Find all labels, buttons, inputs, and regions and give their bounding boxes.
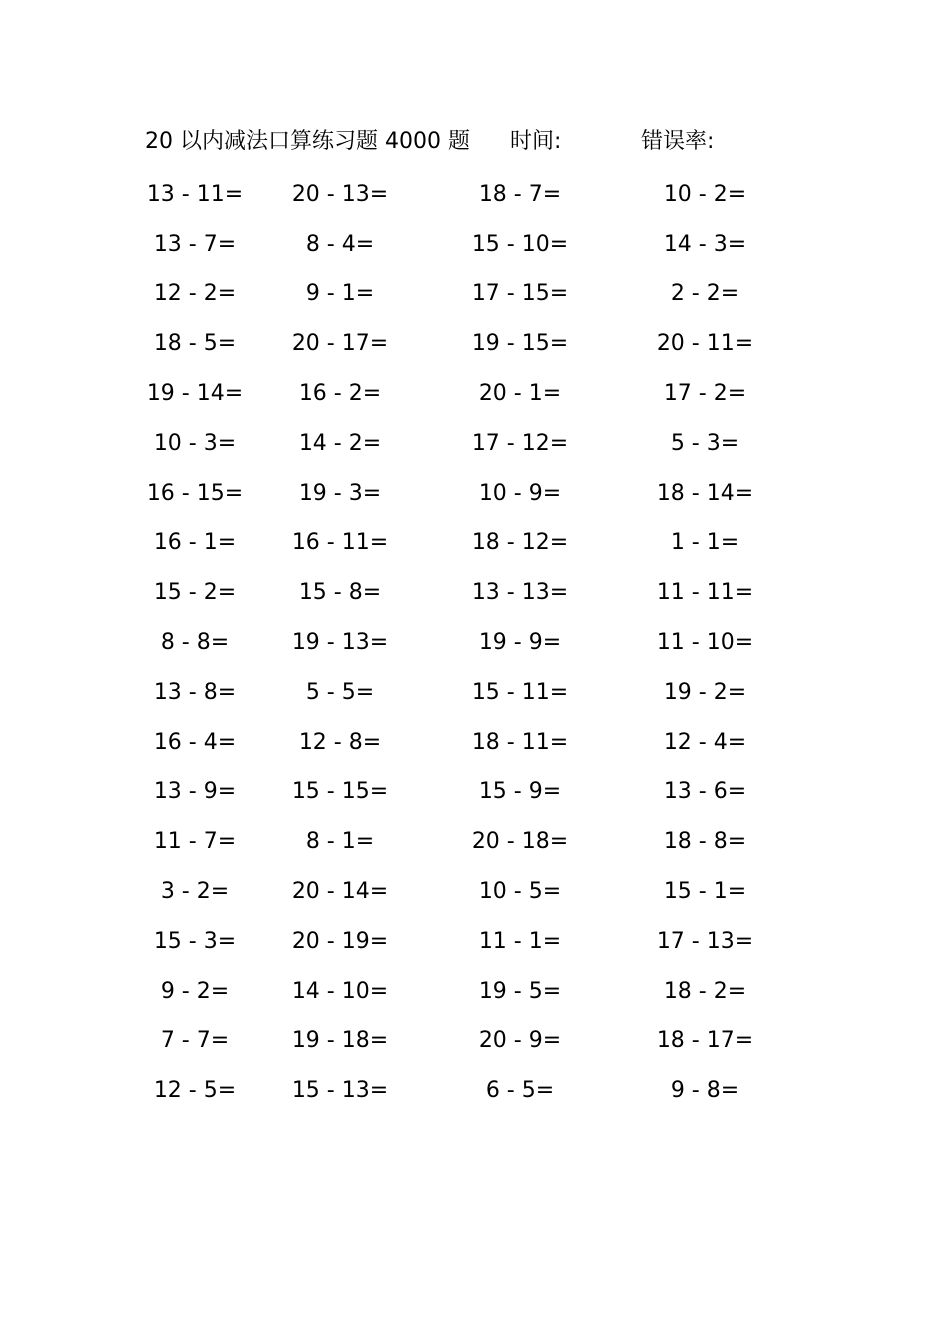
- problem-row: [140, 170, 800, 220]
- subtraction-problem: 13 - 8=: [153, 679, 237, 705]
- subtraction-problem: 11 - 7=: [153, 829, 237, 855]
- subtraction-problem: 12 - 4=: [663, 729, 747, 755]
- worksheet-title: 20 以内减法口算练习题 4000 题: [145, 129, 470, 154]
- subtraction-problem: 11 - 11=: [656, 580, 754, 606]
- subtraction-problem: 20 - 13=: [291, 181, 389, 207]
- subtraction-problem: 15 - 8=: [298, 580, 382, 606]
- subtraction-problem: 16 - 2=: [298, 381, 382, 407]
- subtraction-problem: 8 - 1=: [305, 829, 375, 855]
- subtraction-problem: 13 - 13=: [471, 580, 569, 606]
- subtraction-problem: 19 - 14=: [146, 381, 244, 407]
- subtraction-problem: 14 - 10=: [291, 978, 389, 1004]
- subtraction-problem: 20 - 1=: [478, 381, 562, 407]
- subtraction-problem: 17 - 13=: [656, 928, 754, 954]
- subtraction-problem: 19 - 9=: [478, 630, 562, 656]
- subtraction-problem: 18 - 11=: [471, 729, 569, 755]
- subtraction-problem: 20 - 17=: [291, 331, 389, 357]
- subtraction-problem: 10 - 9=: [478, 480, 562, 506]
- subtraction-problem: 17 - 12=: [471, 430, 569, 456]
- subtraction-problem: 16 - 11=: [291, 530, 389, 556]
- subtraction-problem: 13 - 7=: [153, 231, 237, 257]
- subtraction-problem: 20 - 11=: [656, 331, 754, 357]
- subtraction-problem: 19 - 18=: [291, 1028, 389, 1054]
- error-rate-label: 错误率:: [641, 129, 715, 154]
- subtraction-problem: 15 - 15=: [291, 779, 389, 805]
- subtraction-problem: 5 - 3=: [670, 430, 740, 456]
- subtraction-problem: 6 - 5=: [485, 1078, 555, 1104]
- subtraction-problem: 2 - 2=: [670, 281, 740, 307]
- problem-row: [140, 419, 800, 469]
- subtraction-problem: 16 - 15=: [146, 480, 244, 506]
- subtraction-problem: 20 - 18=: [471, 829, 569, 855]
- subtraction-problem: 19 - 13=: [291, 630, 389, 656]
- problem-grid: [140, 170, 800, 1116]
- subtraction-problem: 13 - 11=: [146, 181, 244, 207]
- problem-row: [140, 668, 800, 718]
- subtraction-problem: 11 - 10=: [656, 630, 754, 656]
- subtraction-problem: 14 - 3=: [663, 231, 747, 257]
- subtraction-problem: 12 - 5=: [153, 1078, 237, 1104]
- subtraction-problem: 20 - 19=: [291, 928, 389, 954]
- subtraction-problem: 13 - 6=: [663, 779, 747, 805]
- subtraction-problem: 15 - 13=: [291, 1078, 389, 1104]
- subtraction-problem: 15 - 2=: [153, 580, 237, 606]
- subtraction-problem: 14 - 2=: [298, 430, 382, 456]
- problem-row: [140, 768, 800, 818]
- subtraction-problem: 18 - 8=: [663, 829, 747, 855]
- subtraction-problem: 15 - 11=: [471, 679, 569, 705]
- subtraction-problem: 13 - 9=: [153, 779, 237, 805]
- subtraction-problem: 19 - 5=: [478, 978, 562, 1004]
- subtraction-problem: 18 - 17=: [656, 1028, 754, 1054]
- subtraction-problem: 17 - 15=: [471, 281, 569, 307]
- subtraction-problem: 15 - 1=: [663, 879, 747, 905]
- subtraction-problem: 9 - 2=: [160, 978, 230, 1004]
- problem-row: [140, 1066, 800, 1116]
- subtraction-problem: 18 - 5=: [153, 331, 237, 357]
- subtraction-problem: 10 - 3=: [153, 430, 237, 456]
- subtraction-problem: 15 - 10=: [471, 231, 569, 257]
- problem-row: [140, 718, 800, 768]
- subtraction-problem: 12 - 2=: [153, 281, 237, 307]
- problem-row: [140, 369, 800, 419]
- subtraction-problem: 20 - 9=: [478, 1028, 562, 1054]
- subtraction-problem: 9 - 8=: [670, 1078, 740, 1104]
- subtraction-problem: 5 - 5=: [305, 679, 375, 705]
- problem-row: [140, 270, 800, 320]
- subtraction-problem: 8 - 4=: [305, 231, 375, 257]
- subtraction-problem: 11 - 1=: [478, 928, 562, 954]
- subtraction-problem: 7 - 7=: [160, 1028, 230, 1054]
- subtraction-problem: 12 - 8=: [298, 729, 382, 755]
- subtraction-problem: 1 - 1=: [670, 530, 740, 556]
- subtraction-problem: 15 - 3=: [153, 928, 237, 954]
- subtraction-problem: 9 - 1=: [305, 281, 375, 307]
- problem-row: [140, 917, 800, 967]
- subtraction-problem: 19 - 15=: [471, 331, 569, 357]
- subtraction-problem: 16 - 1=: [153, 530, 237, 556]
- problem-row: [140, 817, 800, 867]
- subtraction-problem: 10 - 5=: [478, 879, 562, 905]
- worksheet-header: [145, 124, 825, 160]
- subtraction-problem: 18 - 7=: [478, 181, 562, 207]
- subtraction-problem: 18 - 2=: [663, 978, 747, 1004]
- subtraction-problem: 20 - 14=: [291, 879, 389, 905]
- subtraction-problem: 10 - 2=: [663, 181, 747, 207]
- problem-row: [140, 967, 800, 1017]
- problem-row: [140, 319, 800, 369]
- problem-row: [140, 867, 800, 917]
- problem-row: [140, 519, 800, 569]
- subtraction-problem: 17 - 2=: [663, 381, 747, 407]
- subtraction-problem: 8 - 8=: [160, 630, 230, 656]
- subtraction-problem: 15 - 9=: [478, 779, 562, 805]
- problem-row: [140, 220, 800, 270]
- problem-row: [140, 618, 800, 668]
- subtraction-problem: 18 - 14=: [656, 480, 754, 506]
- problem-row: [140, 568, 800, 618]
- problem-row: [140, 1017, 800, 1067]
- time-label: 时间:: [510, 129, 562, 154]
- subtraction-problem: 19 - 2=: [663, 679, 747, 705]
- subtraction-problem: 19 - 3=: [298, 480, 382, 506]
- problem-row: [140, 469, 800, 519]
- subtraction-problem: 18 - 12=: [471, 530, 569, 556]
- subtraction-problem: 16 - 4=: [153, 729, 237, 755]
- subtraction-problem: 3 - 2=: [160, 879, 230, 905]
